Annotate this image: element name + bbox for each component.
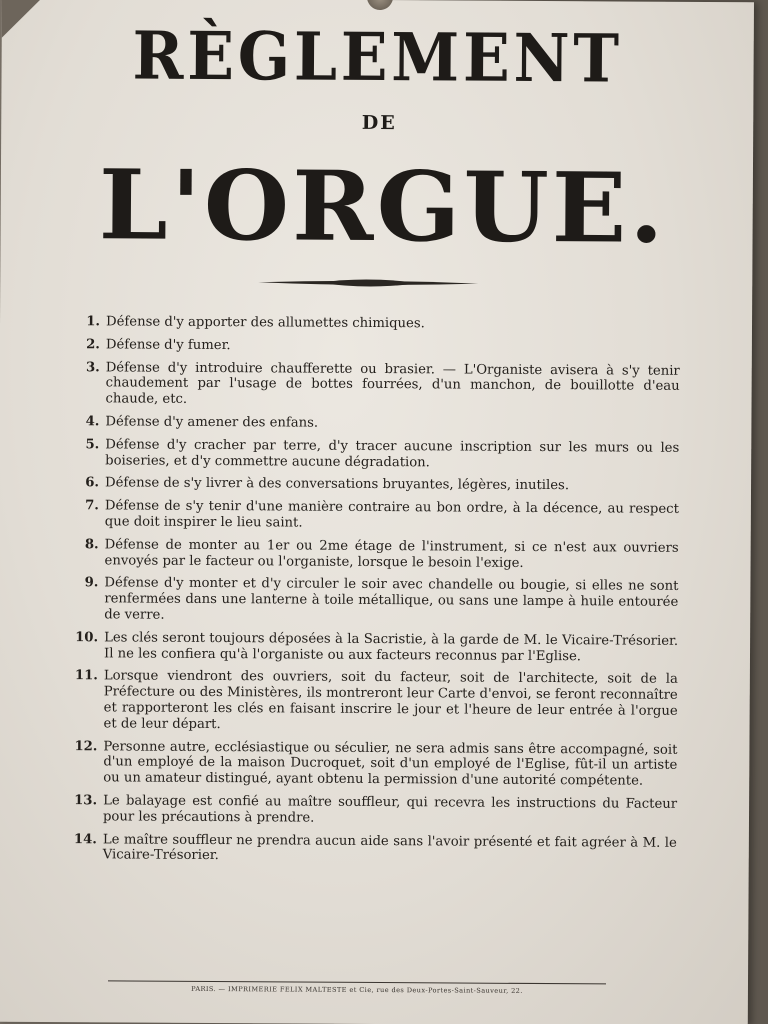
article-text: Défense d'y monter et d'y circuler le soir avec chandelle ou bougie, si elles ne sont renfermées dans une lanterne à toile métallique, ou sans une lampe à huile entourée de verre. xyxy=(104,575,679,623)
article-item xyxy=(68,575,678,626)
article-text: Défense d'y amener des enfans. xyxy=(105,414,319,431)
article-item xyxy=(67,793,677,828)
article-number: 4. xyxy=(85,414,100,430)
articles-list xyxy=(67,314,680,874)
article-item xyxy=(67,832,677,867)
article-number: 11. xyxy=(74,668,98,684)
article-number: 10. xyxy=(75,629,99,646)
pin-icon xyxy=(367,0,393,10)
article-item xyxy=(69,537,679,572)
article-text: Défense de monter au 1er ou 2me étage de l'instrument, si ce n'est aux ouvriers envoyés par le facteur ou l'organiste, lorsque le besoin l'exige. xyxy=(104,537,679,571)
article-item xyxy=(68,668,678,735)
article-item xyxy=(70,314,680,334)
article-item xyxy=(70,337,680,357)
article-text: Le balayage est confié au maître souffleur, qui recevra les instructions du Facteur pour les précautions à prendre. xyxy=(102,793,678,826)
article-number: 8. xyxy=(84,536,99,553)
article-number: 13. xyxy=(74,793,98,809)
article-number: 12. xyxy=(74,738,98,754)
article-item xyxy=(69,414,679,434)
article-text: Défense de s'y tenir d'une manière contraire au bon ordre, à la décence, au respect que doit inspirer le lieu saint. xyxy=(104,498,679,531)
poster-title-orgue: L'ORGUE. xyxy=(98,148,667,265)
article-text: Défense d'y introduire chaufferette ou brasier. — L'Organiste avisera à s'y tenir chaudement par l'usage de bottes fourrées, d'un manchon, de bouillotte d'eau chaude, etc. xyxy=(105,359,680,408)
article-number: 3. xyxy=(85,359,100,375)
article-item xyxy=(70,360,680,411)
article-text: Défense d'y cracher par terre, d'y tracer aucune inscription sur les murs ou les boiseries, et d'y commettre aucune dégradation. xyxy=(105,437,680,470)
article-number: 7. xyxy=(85,498,99,514)
article-number: 6. xyxy=(85,475,100,491)
article-number: 9. xyxy=(84,575,99,591)
article-text: Lorsque viendront des ouvriers, soit du facteur, soit de l'architecte, soit de la Préfecture ou des Ministères, ils montreront leur Carte d'envoi, se feront reconnaître et rapporteront les clés en faisant inscrire le jour et l'heure de leur entrée à l'orgue et de leur départ. xyxy=(103,668,678,732)
article-text: Défense de s'y livrer à des conversations bruyantes, légères, inutiles. xyxy=(104,475,570,494)
article-text: Les clés seront toujours déposées à la Sacristie, à la garde de M. le Vicaire-Trésorier. Il ne les confiera qu'à l'organiste ou aux facteurs reconnus par l'Eglise. xyxy=(103,630,679,664)
footer-rule xyxy=(108,980,606,984)
article-item xyxy=(68,630,678,665)
poster-title: RÈGLEMENT xyxy=(132,16,623,98)
ornament-divider-icon xyxy=(258,275,478,290)
article-item xyxy=(69,475,679,495)
article-text: Défense d'y fumer. xyxy=(105,337,231,353)
article-text: Personne autre, ecclésiastique ou séculier, ne sera admis sans être accompagné, soit d'un employé de la maison Ducroquet, soit d'un employé de l'Eglise, fût-il un artiste ou un amateur distingué, ayant obtenu la permission d'une autorité compétente. xyxy=(103,738,678,789)
article-item xyxy=(69,498,679,533)
article-number: 2. xyxy=(86,337,100,353)
article-item xyxy=(69,437,679,472)
article-number: 1. xyxy=(86,314,101,330)
printer-imprint: PARIS. — IMPRIMERIE FELIX MALTESTE et Cie, rue des Deux-Portes-Saint-Sauveur, 22. xyxy=(191,984,523,995)
article-number: 14. xyxy=(73,831,97,847)
article-text: Le maître souffleur ne prendra aucun aide sans l'avoir présenté et fait agréer à M. le Vicaire-Trésorier. xyxy=(102,831,677,864)
article-text: Défense d'y apporter des allumettes chimiques. xyxy=(105,314,425,332)
article-item xyxy=(67,739,677,790)
poster-title-de: DE xyxy=(361,111,397,135)
article-number: 5. xyxy=(85,437,100,453)
